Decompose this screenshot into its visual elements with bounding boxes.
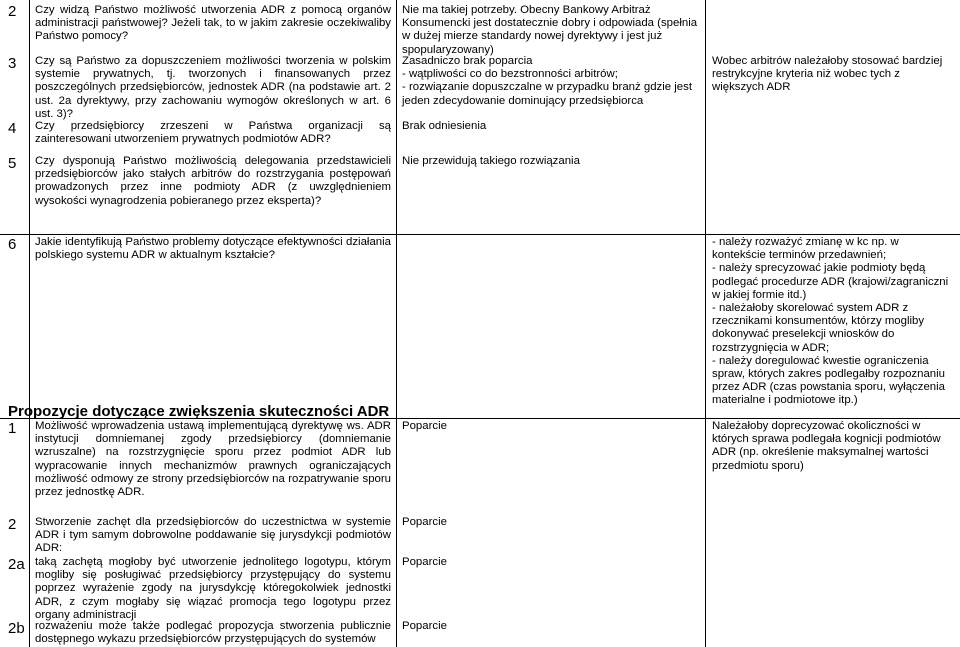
section-heading: Propozycje dotyczące zwiększenia skuteczności ADR (8, 403, 390, 420)
question-text: Czy przedsiębiorcy zrzeszeni w Państwa organizacji są zainteresowani utworzeniem prywatnych podmiotów ADR? (35, 120, 391, 146)
column-divider (396, 0, 397, 647)
answer-text: Nie ma takiej potrzeby. Obecny Bankowy Arbitraż Konsumencki jest dostatecznie dobry i odpowiada (spełnia w dużej mierze standardy nowej dyrektywy i jest już spopularyzowany) (402, 4, 698, 56)
answer-text: Poparcie (402, 620, 447, 632)
answer-text: Poparcie (402, 556, 447, 568)
answer-text: Brak odniesienia (402, 120, 487, 132)
proposal-text: Możliwość wprowadzenia ustawą implementującą dyrektywę ws. ADR instytucji domniemanej zgody przedsiębiorcy (domniemanie wzruszalne) na rozstrzygnięcie sporu przez podmiot ADR lub wypracowanie innych mechanizmów prawnych ograniczających możliwość odmowy ze strony przedsiębiorców na rozpatrywanie sporu przez jednostkę ADR. (35, 420, 391, 499)
question-text: Czy są Państwo za dopuszczeniem możliwości tworzenia w polskim systemie prywatnych, tj. tworzonych i finansowanych przez poszczególnych przedsiębiorców, jednostek ADR (na podstawie art. 2 ust. 2a dyrektywy, przy zachowaniu wymogów określonych w art. 6 ust. 3)? (35, 55, 391, 120)
proposal-number: 2b (8, 620, 25, 637)
column-divider (29, 0, 30, 647)
row-number: 4 (8, 120, 17, 137)
comment-text: Należałoby doprecyzować okoliczności w których sprawa podlegała kognicji podmiotów ADR (np. określenie maksymalnej wartości przedmiotu sporu) (712, 420, 941, 472)
question-text: Jakie identyfikują Państwo problemy dotyczące efektywności działania polskiego systemu ADR w aktualnym kształcie? (35, 236, 391, 262)
column-divider (705, 0, 706, 647)
proposal-number: 2 (8, 516, 17, 533)
proposal-text: rozważeniu może także podlegać propozycja stworzenia publicznie dostępnego wykazu przedsiębiorców przystępujących do systemów (35, 620, 391, 646)
row-number: 2 (8, 3, 17, 20)
answer-text: Nie przewidują takiego rozwiązania (402, 155, 580, 167)
row-number: 3 (8, 55, 17, 72)
answer-text: Poparcie (402, 420, 447, 432)
question-text: Czy dysponują Państwo możliwością delegowania przedstawicieli przedsiębiorców jako stałych arbitrów do rozstrzygania postępowań prowadzonych przez inne podmioty ADR (z uwzględnieniem wysokości wynagrodzenia pobieranego przez eksperta)? (35, 155, 391, 207)
answer-text: Zasadniczo brak poparcia - wątpliwości co do bezstronności arbitrów; - rozwiązanie dopuszczalne w przypadku branż gdzie jest jeden zdecydowanie dominujący przedsiębiorca (402, 55, 692, 107)
comment-text: Wobec arbitrów należałoby stosować bardziej restrykcyjne kryteria niż wobec tych z większych ADR (712, 55, 943, 94)
row-divider (0, 234, 960, 235)
answer-text: Poparcie (402, 516, 447, 528)
row-number: 6 (8, 236, 17, 253)
proposal-text: taką zachętą mogłoby być utworzenie jednolitego logotypu, którym mogliby się posługiwać przedsiębiorcy przystępujący do systemu poprzez wyrażenie zgody na jurysdykcję któregokolwiek jednostki ADR, z czym mogłaby się wiązać promocja tego logotypu przez organy administracji (35, 556, 391, 621)
question-text: Czy widzą Państwo możliwość utworzenia ADR z pomocą organów administracji państwowej? Jeżeli tak, to w jakim zakresie oczekiwaliby Państwo pomocy? (35, 4, 391, 43)
comment-text: - należy rozważyć zmianę w kc np. w kontekście terminów przedawnień; - należy sprecyzować jakie podmioty będą podlegać procedurze ADR (krajowi/zagraniczni w jakiej formie itd.) - należałoby skorelować system ADR z rzecznikami konsumentów, którzy mogliby dokonywać preselekcji wniosków do rozstrzygnięcia w ADR; - należy doregulować kwestie ograniczenia spraw, których zakres podlegałby rozpoznaniu przez ADR (czas powstania sporu, wyłączenia materialne i podmiotowe itp.) (712, 236, 949, 407)
proposal-number: 1 (8, 420, 17, 437)
row-number: 5 (8, 155, 17, 172)
proposal-number: 2a (8, 556, 25, 573)
proposal-text: Stworzenie zachęt dla przedsiębiorców do uczestnictwa w systemie ADR i tym samym dobrowolne poddawanie się jurysdykcji podmiotów ADR: (35, 516, 391, 555)
